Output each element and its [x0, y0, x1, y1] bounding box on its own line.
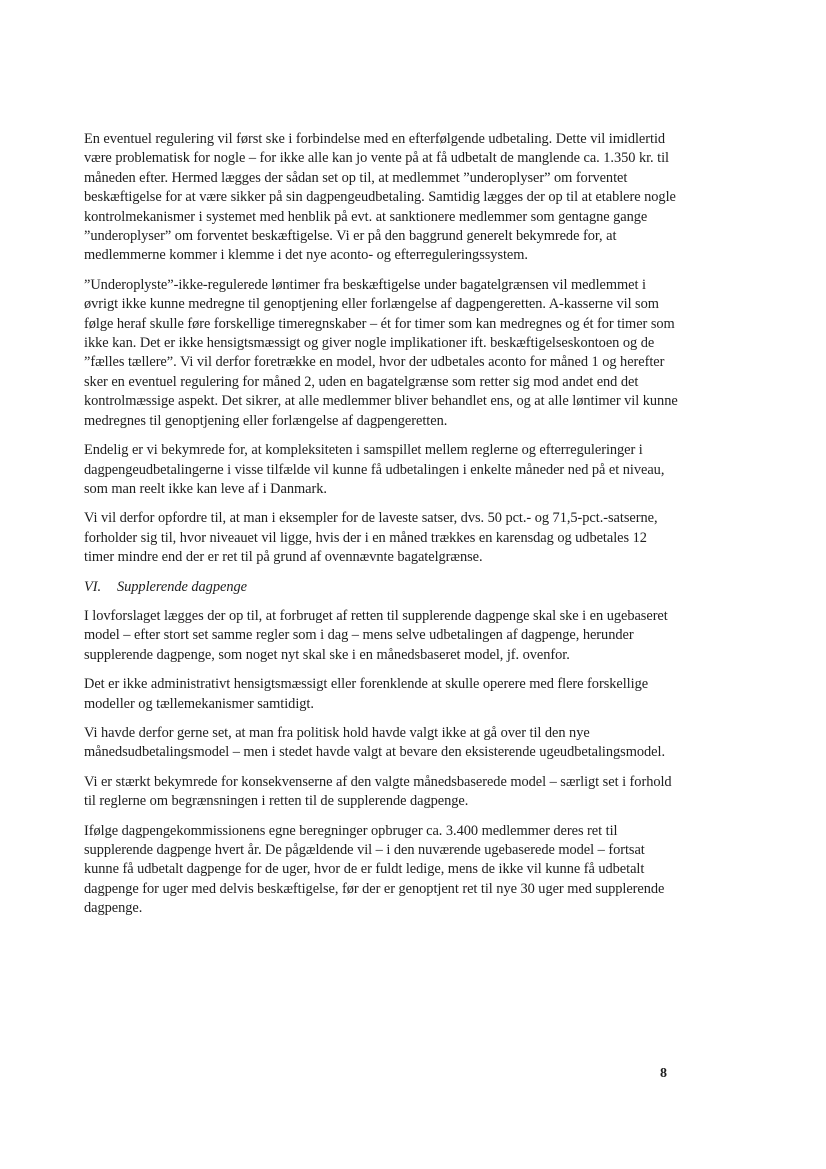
paragraph-regulering: En eventuel regulering vil først ske i forbindelse med en efterfølgende udbetaling. Dette vil imidlertid være problematisk for nogle – for ikke alle kan jo vente på at få udbetalt de manglende ca. 1.350 kr. til måneden efter. Hermed lægges der sådan set op til, at medlemmet ”underoplyser” om forventet beskæftigelse for at være sikker på sin dagpengeudbetaling. Samtidig lægges der op til at etablere nogle kontrolmekanismer i systemet med henblik på evt. at sanktionere medlemmer som gentagne gange ”underoplyser” om forventet beskæftigelse. Vi er på den baggrund generelt bekymrede for, at medlemmerne kommer i klemme i det nye aconto- og efterreguleringssystem.	[84, 131, 676, 264]
section-title: Supplerende dagpenge	[117, 578, 247, 595]
paragraph-politisk: Vi havde derfor gerne set, at man fra politisk hold havde valgt ikke at gå over til den nye månedsudbetalingsmodel – men i stedet havde valgt at bevare den eksisterende ugeudbetalingsmodel.	[84, 724, 665, 761]
paragraph-underoplyste: ”Underoplyste”-ikke-regulerede løntimer fra beskæftigelse under bagatelgrænsen vil medlemmet i øvrigt ikke kunne medregne til genoptjening eller forlængelse af dagpengeretten. A-kasserne vil som følge heraf skulle føre forskellige timeregnskaber – ét for timer som kan medregnes og ét for timer som ikke kan. Det er ikke hensigtsmæssigt og giver nogle implikationer ift. beskæftigelseskontoen og de ”fælles tællere”. Vi vil derfor foretrække en model, hvor der udbetales aconto for måned 1 og herefter sker en eventuel regulering for måned 2, uden en bagatelgrænse som retter sig mod andet end det kontrolmæssige aspekt. Det sikrer, at alle medlemmer bliver behandlet ens, og at alle løntimer vil kunne medregnes til genoptjening eller forlængelse af dagpengeretten.	[84, 276, 678, 429]
paragraph-kompleksitet: Endelig er vi bekymrede for, at kompleksiteten i samspillet mellem reglerne og efterreguleringer i dagpengeudbetalingerne i visse tilfælde vil kunne få udbetalingen i enkelte måneder ned på et niveau, som man reelt ikke kan leve af i Danmark.	[84, 442, 665, 497]
paragraph-opfordring: Vi vil derfor opfordre til, at man i eksempler for de laveste satser, dvs. 50 pct.- og 71,5-pct.-satserne, forholder sig til, hvor niveauet vil ligge, hvis der i en måned trækkes en karensdag og udbetales 12 timer mindre end der er ret til på grund af ovennævnte bagatelgrænse.	[84, 510, 658, 566]
paragraph-beregninger: Ifølge dagpengekommissionens egne beregninger opbruger ca. 3.400 medlemmer deres ret til supplerende dagpenge hvert år. De pågældende vil – i den nuværende ugebaserede model – fortsat kunne få udbetalt dagpenge for de uger, hvor de er fuldt ledige, mens de ikke vil kunne få udbetalt dagpenge for uger med delvis beskæftigelse, før der er genoptjent ret til nye 30 uger med supplerende dagpenge.	[84, 822, 665, 917]
section-number: VI.	[84, 578, 102, 595]
paragraph-konsekvenser: Vi er stærkt bekymrede for konsekvenserne af den valgte månedsbaserede model – særligt set i forhold til reglerne om begrænsningen i retten til de supplerende dagpenge.	[84, 773, 672, 810]
paragraph-lovforslag: I lovforslaget lægges der op til, at forbruget af retten til supplerende dagpenge skal ske i en ugebaseret model – efter stort set samme regler som i dag – mens selve udbetalingen af dagpenge, herunder supplerende dagpenge, som noget nyt skal ske i en månedsbaseret model, jf. ovenfor.	[84, 607, 668, 663]
section-heading	[84, 578, 678, 597]
page-body	[84, 130, 678, 929]
paragraph-administrativt: Det er ikke administrativt hensigtsmæssigt eller forenklende at skulle operere med flere forskellige modeller og tællemekanismer samtidigt.	[84, 676, 649, 712]
page-number: 8	[660, 1066, 667, 1081]
